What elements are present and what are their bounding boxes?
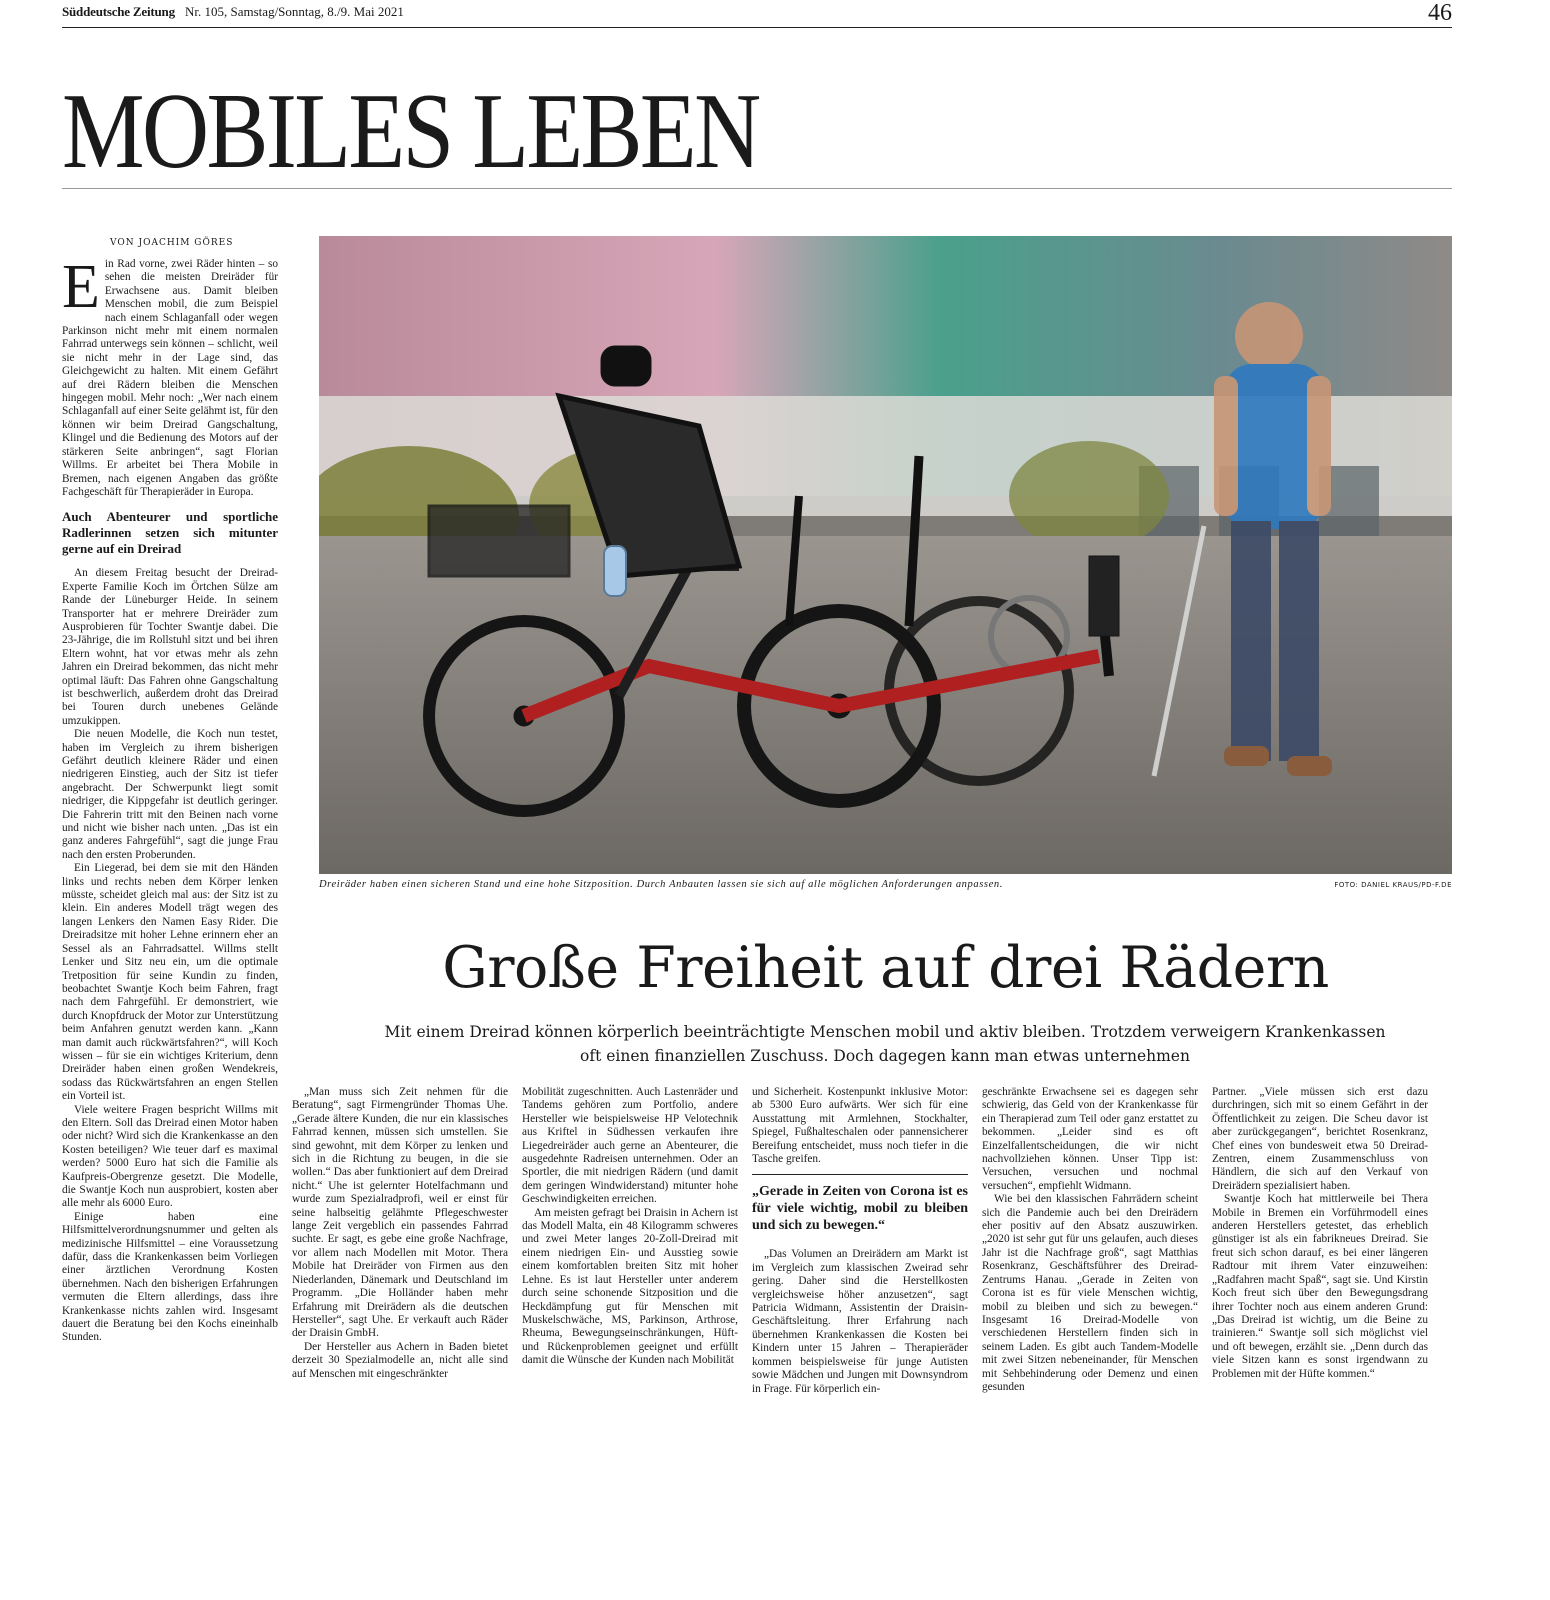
headline: Große Freiheit auf drei Rädern <box>442 935 1329 1001</box>
masthead <box>62 0 1452 26</box>
paragraph: Swantje Koch hat mittlerweile bei Thera Mobile in Bremen ein Vorführmodell eines anderen Herstellers getestet, das erheblich günstiger ist als ein fabrikneues Dreirad. Sie freut sich schon darauf, es bei einer längeren Radtour mit ihrem Vater einzuweihen: „Radfahren macht Spaß“, sagt sie. Und Kirstin Koch freut sich über den Bewegungsdrang ihrer Tochter noch aus einem anderen Grund: „Das Dreirad ist wichtig, um die Beine zu trainieren.“ Swantje soll sich möglichst viel und oft bewegen, erzählt sie. „Denn durch das viele Sitzen kann es sonst irgendwann zu Problemen mit der Hüfte kommen.“ <box>1212 1193 1428 1380</box>
lead-paragraph <box>62 253 278 499</box>
article-column-1 <box>62 253 278 1345</box>
paragraph: An diesem Freitag besucht der Dreirad-Experte Familie Koch im Örtchen Sülze am Rande der Lüneburger Heide. In seinem Transporter hat er mehrere Dreiräder zum Ausprobieren für Tochter Swantje dabei. Die 23-Jährige, die im Rollstuhl sitzt und bei ihren Eltern wohnt, hat vor etwas mehr als zehn Jahren ein Dreirad bekommen, das nicht mehr optimal läuft: Das Fahren ohne Gangschaltung ist beschwerlich, außerdem droht das Dreirad bei Touren durch unebenes Gelände umzukippen. <box>62 567 278 727</box>
article-column-4 <box>752 1086 968 1396</box>
paragraph: Am meisten gefragt bei Draisin in Achern ist das Modell Malta, ein 48 Kilogramm schweres und zwei Meter langes 20-Zoll-Dreirad mit einem niedrigen Ein- und Ausstieg sowie einem komfortablen breiten Sitz mit hoher Lehne. Es ist laut Hersteller unter anderem durch seine schonende Sitzposition und die Heckdämpfung gut für Menschen mit Muskelschwäche, MS, Parkinson, Arthrose, Rheuma, Bewegungseinschränkungen, Hüft- und Rückenproblemen geeignet und erfüllt damit die Wünsche der Kunden nach Mobilität <box>522 1206 738 1367</box>
lead-text: in Rad vorne, zwei Räder hinten – so sehen die meisten Dreiräder für Erwachsene aus. Damit bleiben Menschen mobil, die zum Beispiel nach einem Schlaganfall oder wegen Parkinson nicht mehr mit einem normalen Fahrrad unterwegs sein können – schlicht, weil sie nicht mehr in der Lage sind, das Gleichgewicht zu halten. Mit einem Gefährt auf drei Rädern bleiben die Menschen hingegen mobil. Mehr noch: „Wer nach einem Schlaganfall auf einer Seite gelähmt ist, für den können wir beim Dreirad Gangschaltung, Klingel und die Bedienung des Motors auf der stärkeren Seite anbringen“, sagt Florian Willms. Er arbeitet bei Thera Mobile in Bremen, nach eigenen Angaben das größte Fachgeschäft für Therapieräder in Europa. <box>62 258 278 498</box>
page-number: 46 <box>1428 0 1452 26</box>
paragraph: Ein Liegerad, bei dem sie mit den Händen links und rechts neben dem Körper lenken müsste, scheidet gleich mal aus: der Sitz ist zu klein. Ein anderes Modell trägt wegen des langen Lenkers den Namen Easy Rider. Die Dreiradsitze mit hoher Lehne erinnern eher an Sessel als an Fahrradsattel. Willms stellt Lenker und Sitz neu ein, um die optimale Tretposition für seine Kundin zu finden, beobachtet Swantje Koch beim Fahren, fragt nach dem Fahrgefühl. Er demonstriert, wie durch Knopfdruck der Motor zur Unterstützung beim Anfahren genutzt werden kann. „Kann man damit auch rückwärtsfahren?“, will Koch wissen – für sie ein wichtiges Kriterium, denn Dreiräder haben einen großen Wendekreis, sodass das Rückwärtsfahren an engen Stellen ein Vorteil ist. <box>62 862 278 1103</box>
paragraph: „Man muss sich Zeit nehmen für die Beratung“, sagt Firmengründer Thomas Uhe. „Gerade ältere Kunden, die nur ein klassisches Fahrrad kennen, müssen sich umstellen. Sie sind gewohnt, mit dem Körper zu lenken und sich in die Richtung zu beugen, in die sie wollen.“ Das aber funktioniert auf dem Dreirad nicht.“ Uhe ist gelernter Hotelfachmann und wurde zum Spezialradprofi, weil er einst für seine halbseitig gelähmte Pflegeschwester lange Zeit vergeblich ein passendes Fahrrad suchte. Er sagt, es gebe eine große Nachfrage, vor allem nach Modellen mit Motor. Thera Mobile hat Dreiräder von Firmen aus den Niederlanden, Dänemark und Deutschland im Programm. „Die Holländer haben mehr Erfahrung mit Dreirädern als die deutschen Hersteller“, sagt Uhe. Er verkauft auch Räder der Draisin GmbH. <box>292 1086 508 1340</box>
paragraph: geschränkte Erwachsene sei es dagegen sehr schwierig, das Geld von der Krankenkasse für ein Therapierad zum Teil oder ganz erstattet zu bekommen. „Leider sind es oft Einzelfallentscheidungen, die wir nicht nachvollziehen können. Unser Tipp ist: Versuchen, versuchen und nochmal versuchen“, empfiehlt Widmann. <box>982 1086 1198 1192</box>
masthead-rule <box>62 27 1452 28</box>
byline: VON JOACHIM GÖRES <box>110 238 234 248</box>
newspaper-logo: Süddeutsche Zeitung <box>62 4 175 19</box>
section-rule <box>62 188 1452 189</box>
article-column-3 <box>522 1086 738 1368</box>
paragraph: und Sicherheit. Kostenpunkt inklusive Motor: ab 5300 Euro aufwärts. Wer sich für eine Ausstattung mit Armlehnen, Stockhalter, Spiegel, Fußhalteschalen oder pannensicherer Bereifung entscheidet, muss noch tiefer in die Tasche greifen. <box>752 1086 968 1166</box>
paragraph: Die neuen Modelle, die Koch nun testet, haben im Vergleich zu ihrem bisherigen Gefährt deutlich kleinere Räder und einen niedrigeren Einstieg, auch der Sitz ist tiefer angebracht. Der Schwerpunkt liegt somit niedriger, die Kippgefahr ist deutlich geringer. Die Fahrerin tritt mit den Beinen nach vorne und nicht wie bisher nach unten. „Das ist ein ganz anderes Fahrgefühl“, sagt die junge Frau nach den ersten Proberunden. <box>62 728 278 861</box>
photo-credit: FOTO: DANIEL KRAUS/PD-F.DE <box>1334 881 1452 889</box>
photo-caption: Dreiräder haben einen sicheren Stand und eine hohe Sitzposition. Durch Anbauten lassen sie sich auf alle möglichen Anforderungen anpassen. <box>319 879 1003 890</box>
paragraph: Partner. „Viele müssen sich erst dazu durchringen, sich mit so einem Gefährt in der Öffentlichkeit zu zeigen. Die Scheu davor ist aber zurückgegangen“, berichtet Rosenkranz, Chef eines von bundesweit etwa 50 Dreirad-Zentren, einem Zusammenschluss von Händlern, die sich auf den Verkauf von Dreirädern spezialisiert haben. <box>1212 1086 1428 1192</box>
paragraph: Wie bei den klassischen Fahrrädern scheint sich die Pandemie auch bei den Dreirädern eher positiv auf den Absatz auszuwirken. „2020 ist sehr gut für uns gelaufen, auch dieses Jahr ist die Nachfrage groß“, sagt Matthias Rosenkranz, Geschäftsführer des Dreirad-Zentrums Hanau. „Gerade in Zeiten von Corona ist es für viele Menschen wichtig, mobil zu bleiben und sich zu bewegen.“ Insgesamt 16 Dreirad-Modelle von verschiedenen Herstellern finden sich in seinem Laden. Es gibt auch Tandem-Modelle mit zwei Sitzen nebeneinander, für Menschen mit Sehbehinderung oder Demenz und einen gesunden <box>982 1193 1198 1393</box>
article-column-5 <box>982 1086 1198 1394</box>
drop-cap: E <box>62 253 100 321</box>
article-column-2 <box>292 1086 508 1381</box>
section-title: MOBILES LEBEN <box>62 72 759 191</box>
paragraph: Viele weitere Fragen bespricht Willms mit den Eltern. Soll das Dreirad einen Motor haben oder nicht? Wird sich die Krankenkasse an den Kosten beteiligen? Wie teuer darf es maximal werden? 5000 Euro hat sich die Familie als Kaufpreis-Obergrenze gesetzt. Die Modelle, die Swantje Koch nun ausprobiert, kosten aber alle mehr als 6000 Euro. <box>62 1103 278 1210</box>
subheading: Auch Abenteurer und sportliche Radlerinnen setzen sich mitunter gerne auf ein Dreirad <box>62 509 278 557</box>
paragraph: „Das Volumen an Dreirädern am Markt ist im Vergleich zum klassischen Zweirad sehr gering. Daher sind die Herstellkosten vergleichsweise höher anzusetzen“, sagt Patricia Widmann, Assistentin der Draisin-Geschäftsleitung. Ihrer Erfahrung nach übernehmen Krankenkassen die Kosten bei Kindern unter 15 Jahren – Therapieräder kommen beispielsweise für junge Autisten sowie Mädchen und Jungen mit Downsyndrom in Frage. Für körperlich ein- <box>752 1248 968 1395</box>
pull-quote: „Gerade in Zeiten von Corona ist es für viele wichtig, mobil zu bleiben und sich zu bewegen.“ <box>752 1174 968 1234</box>
paragraph: Einige haben eine Hilfsmittelverordnungsnummer und gelten als medizinische Hilfsmittel – eine Voraussetzung dafür, dass die Krankenkassen beim Vorliegen einer ärztlichen Verordnung Kosten übernehmen. Nach den bisherigen Erfahrungen vermuten die Eltern allerdings, dass ihre Krankenkasse nichts zahlen wird. Insgesamt dauert die Beratung bei den Kochs eineinhalb Stunden. <box>62 1210 278 1344</box>
paragraph: Mobilität zugeschnitten. Auch Lastenräder und Tandems gehören zum Portfolio, andere Hersteller wie beispielsweise HP Velotechnik aus Kriftel in Südhessen verkaufen ihre Liegedreiräder auch gerne an Abenteurer, die ausgedehnte Radreisen unternehmen. Oder an Sportler, die mit niedrigen Rädern (und damit dem geringen Windwiderstand) mitunter hohe Geschwindigkeiten erreichen. <box>522 1086 738 1206</box>
teaser: Mit einem Dreirad können körperlich beeinträchtigte Menschen mobil und aktiv bleiben. Trotzdem verweigern Krankenkassen oft einen finanziellen Zuschuss. Doch dagegen kann man etwas unternehmen <box>384 1023 1386 1065</box>
article-column-6 <box>1212 1086 1428 1381</box>
issue-info: Nr. 105, Samstag/Sonntag, 8./9. Mai 2021 <box>185 4 404 19</box>
paragraph: Der Hersteller aus Achern in Baden bietet derzeit 30 Spezialmodelle an, nicht alle sind auf Menschen mit eingeschränkter <box>292 1340 508 1380</box>
article-photo <box>319 236 1452 874</box>
